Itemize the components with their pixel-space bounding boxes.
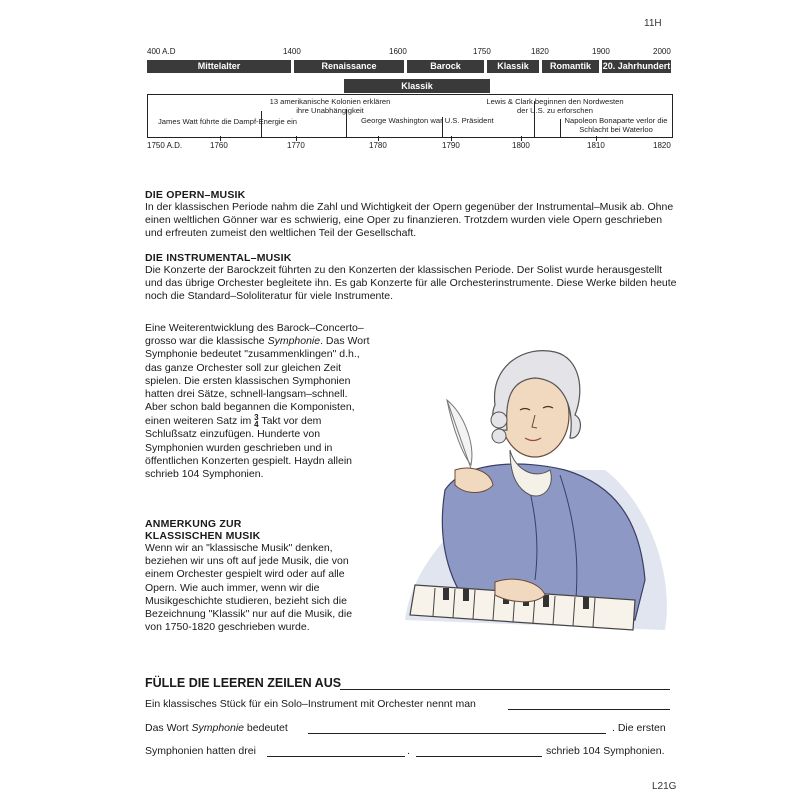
section-heading-line2: KLASSISCHEN MUSIK xyxy=(145,530,261,542)
exercise-title: FÜLLE DIE LEEREN ZEILEN AUS xyxy=(145,676,342,690)
timeline-year: 1780 xyxy=(369,141,387,150)
era-year: 400 A.D xyxy=(147,47,176,56)
title-rule xyxy=(340,689,670,690)
section-opern xyxy=(145,189,680,241)
answer-blank-2[interactable] xyxy=(308,733,606,734)
era-bar-mittelalter: Mittelalter xyxy=(147,60,291,73)
section-text: In der klassischen Periode nahm die Zahl und Wichtigkeit der Opern gegenüber der Instrumental–Musik ab. Ohne einen weltlichen Gönner war es schwierig, eine Oper zu finanzieren. Trotzdem wurden viele Opern geschrieben und erfreuten zumeist den weltlichen Teil der Gesellschaft. xyxy=(145,201,674,240)
timeline-year: 1750 A.D. xyxy=(147,141,183,150)
answer-blank-1[interactable] xyxy=(508,709,670,710)
era-bar-klassik: Klassik xyxy=(487,60,539,73)
era-year: 1400 xyxy=(283,47,301,56)
section-text: Wenn wir an "klassische Musik" denken, beziehen wir uns oft auf jede Musik, die von einem Orchester gespielt wird oder auf alle Opern. Wie auch immer, wenn wir die Musikgeschichte studieren, bezieht sich die Bezeichnung "Klassik" nur auf die Musik, die von 1750-1820 geschrieben wurde. xyxy=(145,542,353,634)
era-bar-barock: Barock xyxy=(407,60,484,73)
page-number-top: 11H xyxy=(644,18,662,29)
event-kolonien: 13 amerikanische Kolonien erklären ihre Unabhängigkeit xyxy=(269,97,391,115)
era-year: 1820 xyxy=(531,47,549,56)
answer-blank-3[interactable] xyxy=(267,756,405,757)
era-year: 1900 xyxy=(592,47,610,56)
time-signature-bottom: 4 xyxy=(254,420,259,430)
era-year: 2000 xyxy=(653,47,671,56)
italic-term: Symphonie xyxy=(267,335,321,348)
text-span: Das Wort xyxy=(145,722,192,734)
section-heading-line1: ANMERKUNG ZUR xyxy=(145,518,242,530)
answer-blank-4[interactable] xyxy=(416,756,542,757)
exercise-line2-end: . Die ersten xyxy=(612,722,666,734)
timeline-year: 1810 xyxy=(587,141,605,150)
timeline-year: 1790 xyxy=(442,141,460,150)
text-span: bedeutet xyxy=(244,722,288,734)
exercise-line3-text: Symphonien hatten drei xyxy=(145,745,256,757)
section-anmerkung xyxy=(145,518,370,634)
event-washington: George Washington war U.S. Präsident xyxy=(361,116,494,125)
era-year: 1600 xyxy=(389,47,407,56)
era-years xyxy=(0,47,800,59)
timeline-year: 1820 xyxy=(653,141,671,150)
time-signature-top: 3 xyxy=(254,413,259,423)
exercise-line1-text: Ein klassisches Stück für ein Solo–Instrument mit Orchester nennt man xyxy=(145,698,476,710)
event-james-watt: James Watt führte die Dampf-Energie ein xyxy=(158,117,297,126)
comma-dot: . xyxy=(407,745,410,757)
composer-portrait-icon xyxy=(375,320,675,650)
era-year: 1750 xyxy=(473,47,491,56)
page-number-bottom: L21G xyxy=(652,781,677,792)
italic-term: Symphonie xyxy=(191,722,245,734)
text-span: Eine Weiterentwicklung des Barock–Concerto–grosso war die klassische xyxy=(145,322,364,348)
exercise-line3-end: schrieb 104 Symphonien. xyxy=(546,745,665,757)
text-span: . Das Wort Symphonie bedeutet "zusammenklingen" d.h., das ganze Orchester soll zur gleichen Zeit spielen. Die ersten klassischen Symphonien hatten drei Sätze, schnell-langsam–schnell. Aber schon bald begannen die Komponisten, einen weiteren Satz im xyxy=(145,335,370,428)
klassik-highlight-bar: Klassik xyxy=(344,79,490,93)
section-instrumental xyxy=(145,252,680,304)
timeline-year: 1770 xyxy=(287,141,305,150)
timeline-year: 1760 xyxy=(210,141,228,150)
era-bar-romantik: Romantik xyxy=(542,60,599,73)
event-napoleon: Napoleon Bonaparte verlor die Schlacht bei Waterloo xyxy=(564,116,668,134)
era-bar-20-jahrhundert: 20. Jahrhundert xyxy=(602,61,671,71)
timeline-year: 1800 xyxy=(512,141,530,150)
section-heading: DIE OPERN–MUSIK xyxy=(145,189,246,201)
section-text: Die Konzerte der Barockzeit führten zu den Konzerten der klassischen Periode. Der Solist wurde herausgestellt und das übrige Orchester begleitete ihn. Es gab Konzerte für alle Orchesterinstrumente. Diese Werke bilden heute noch die Standard–Sololiteratur für viele Instrumente. xyxy=(145,264,677,303)
section-heading: DIE INSTRUMENTAL–MUSIK xyxy=(145,252,292,264)
composer-illustration xyxy=(375,320,675,650)
section-symphonie xyxy=(145,322,370,481)
exercise-line2-text xyxy=(145,722,288,735)
era-bar-renaissance: Renaissance xyxy=(294,60,404,73)
text-span: Takt vor dem Schlußsatz einzufügen. Hunderte von Symphonien wurden geschrieben und in öffentlichen Konzerten gespielt. Haydn allein schrieb 104 Symphonien. xyxy=(145,415,353,481)
event-lewis-clark: Lewis & Clark beginnen den Nordwesten der U.S. zu erforschen xyxy=(486,97,624,115)
